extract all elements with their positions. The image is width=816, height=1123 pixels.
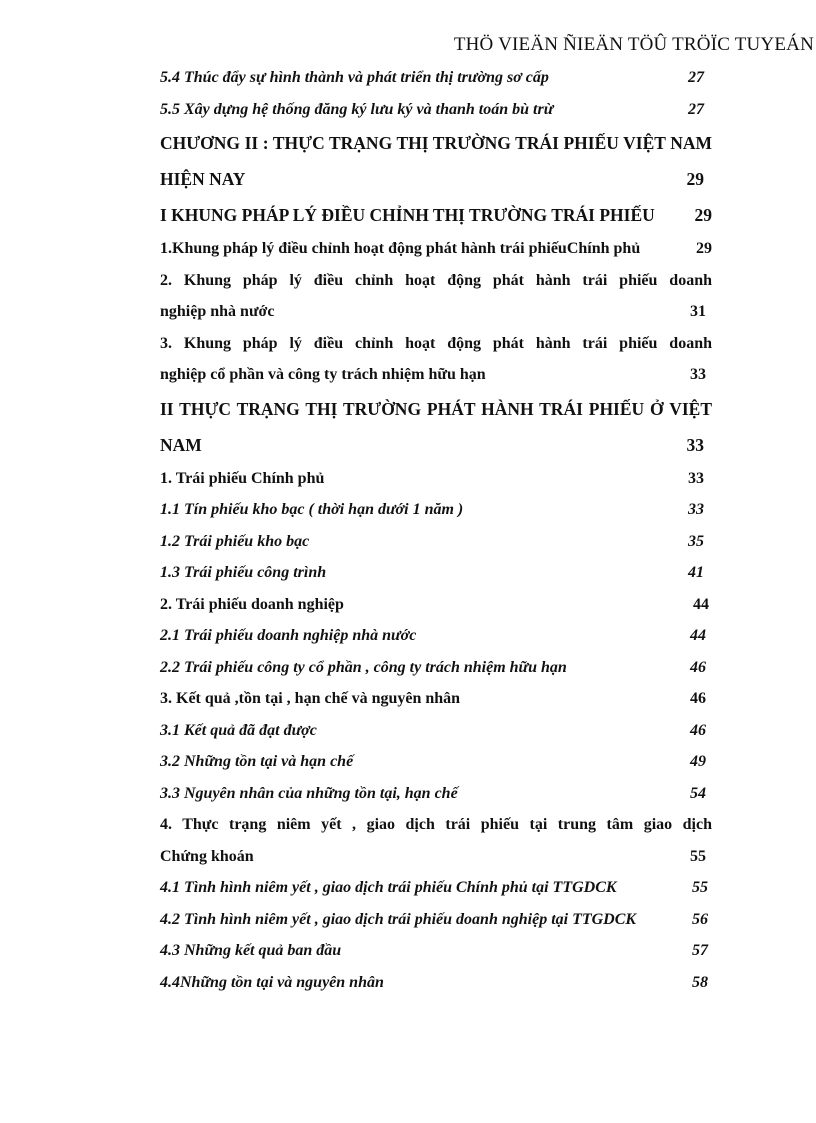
header-watermark: THÖ VIEÄN ÑIEÄN TÖÛ TRÖÏC TUYEÁN bbox=[453, 34, 814, 55]
toc-entry-page: 29 bbox=[694, 205, 712, 225]
toc-entry-page: 27 bbox=[688, 69, 704, 86]
toc-entry-page: 55 bbox=[690, 847, 706, 865]
toc-entry-title: 2. Trái phiếu doanh nghiệp bbox=[160, 595, 344, 613]
toc-entry-title: 5.5 Xây dựng hệ thống đăng ký lưu ký và thanh toán bù trừ bbox=[160, 100, 554, 118]
toc-entry-page: 44 bbox=[693, 595, 709, 613]
toc-entry-page: 29 bbox=[686, 169, 704, 189]
toc-entry-title: 3.3 Nguyên nhân của những tồn tại, hạn chế bbox=[160, 784, 458, 802]
toc-entry-page: 33 bbox=[688, 501, 704, 518]
toc-entry-title: 1.3 Trái phiếu công trình bbox=[160, 564, 327, 581]
toc-entry-page: 58 bbox=[692, 973, 708, 991]
toc-entry-title-continued: HIỆN NAY bbox=[160, 169, 246, 189]
toc-entry-title: 4.3 Những kết quả ban đầu bbox=[160, 942, 342, 959]
toc-entry bbox=[160, 494, 712, 526]
toc-entry-title: 2.2 Trái phiếu công ty cổ phần , công ty trách nhiệm hữu hạn bbox=[160, 658, 567, 676]
toc-entry bbox=[160, 391, 712, 463]
toc-entry-page: 27 bbox=[688, 100, 704, 118]
toc-entry-title: 3.1 Kết quả đã đạt được bbox=[160, 721, 317, 739]
toc-entry-title: 4.1 Tình hình niêm yết , giao dịch trái phiếu Chính phủ tại TTGDCK bbox=[160, 879, 617, 896]
toc-entry bbox=[160, 967, 712, 999]
toc-entry-page: 29 bbox=[696, 240, 712, 257]
toc-entry bbox=[160, 557, 712, 589]
toc-entry bbox=[160, 778, 712, 810]
toc-entry-title: 4.2 Tình hình niêm yết , giao dịch trái phiếu doanh nghiệp tại TTGDCK bbox=[160, 910, 637, 928]
toc-entry bbox=[160, 715, 712, 747]
toc-entry bbox=[160, 265, 712, 328]
toc-entry-page: 56 bbox=[692, 910, 708, 928]
toc-entry bbox=[160, 463, 712, 495]
toc-entry-title: 3. Khung pháp lý điều chỉnh hoạt động phát hành trái phiếu doanh bbox=[160, 334, 712, 352]
toc-entry-page: 44 bbox=[690, 627, 706, 644]
toc-entry-title: 5.4 Thúc đẩy sự hình thành và phát triển thị trường sơ cấp bbox=[160, 69, 549, 86]
toc-entry-page: 46 bbox=[690, 721, 706, 739]
toc-entry-page: 46 bbox=[690, 690, 706, 707]
toc-entry bbox=[160, 197, 712, 233]
toc-entry-title: 1.Khung pháp lý điều chỉnh hoạt động phát hành trái phiếuChính phủ bbox=[160, 240, 641, 257]
toc-entry bbox=[160, 526, 712, 558]
toc-entry-page: 33 bbox=[690, 366, 706, 383]
toc-entry bbox=[160, 935, 712, 967]
toc-entry-title: 1.1 Tín phiếu kho bạc ( thời hạn dưới 1 năm ) bbox=[160, 501, 464, 518]
toc-entry-page: 33 bbox=[686, 434, 704, 455]
toc-entry-page: 55 bbox=[692, 879, 708, 896]
toc-entry-title: 4. Thực trạng niêm yết , giao dịch trái phiếu tại trung tâm giao dịch bbox=[160, 816, 712, 833]
toc-entry-title: 3.2 Những tồn tại và hạn chế bbox=[160, 753, 354, 770]
toc-entry-title: II THỰC TRẠNG THỊ TRƯỜNG PHÁT HÀNH TRÁI PHIẾU Ở VIỆT bbox=[160, 398, 712, 419]
toc-entry bbox=[160, 872, 712, 904]
toc-entry-title-continued: Chứng khoán bbox=[160, 847, 254, 865]
toc-entry-title: 2. Khung pháp lý điều chỉnh hoạt động phát hành trái phiếu doanh bbox=[160, 271, 712, 289]
toc-entry bbox=[160, 620, 712, 652]
toc-entry-title: 2.1 Trái phiếu doanh nghiệp nhà nước bbox=[160, 627, 417, 644]
toc-entry-title: CHƯƠNG II : THỰC TRẠNG THỊ TRƯỜNG TRÁI PHIẾU VIỆT NAM bbox=[160, 133, 712, 153]
toc-entry-title: 1. Trái phiếu Chính phủ bbox=[160, 469, 325, 487]
toc-entry bbox=[160, 904, 712, 936]
toc-entry bbox=[160, 589, 712, 621]
toc-entry-title: 3. Kết quả ,tồn tại , hạn chế và nguyên nhân bbox=[160, 690, 461, 707]
toc-entry bbox=[160, 62, 712, 94]
toc-entry bbox=[160, 328, 712, 391]
toc-entry-page: 31 bbox=[690, 303, 706, 320]
toc-entry-title-continued: nghiệp nhà nước bbox=[160, 303, 275, 320]
toc-entry bbox=[160, 683, 712, 715]
toc-entry-page: 49 bbox=[690, 753, 706, 770]
toc-entry bbox=[160, 233, 712, 265]
toc-entry-page: 41 bbox=[688, 564, 704, 581]
toc-entry-title: 1.2 Trái phiếu kho bạc bbox=[160, 532, 310, 550]
table-of-contents bbox=[160, 62, 712, 998]
toc-entry-page: 33 bbox=[688, 469, 704, 487]
toc-entry bbox=[160, 809, 712, 872]
toc-entry bbox=[160, 125, 712, 197]
toc-entry-title-continued: NAM bbox=[160, 434, 202, 455]
toc-entry bbox=[160, 652, 712, 684]
toc-entry-title: 4.4Những tồn tại và nguyên nhân bbox=[160, 973, 384, 991]
toc-entry bbox=[160, 746, 712, 778]
toc-entry-page: 54 bbox=[690, 784, 706, 802]
toc-entry bbox=[160, 94, 712, 126]
toc-entry-page: 57 bbox=[692, 942, 708, 959]
toc-entry-title: I KHUNG PHÁP LÝ ĐIỀU CHỈNH THỊ TRƯỜNG TRÁI PHIẾU bbox=[160, 205, 655, 225]
toc-entry-page: 46 bbox=[690, 658, 706, 676]
toc-entry-page: 35 bbox=[688, 532, 704, 550]
toc-entry-title-continued: nghiệp cổ phần và công ty trách nhiệm hữu hạn bbox=[160, 366, 486, 383]
